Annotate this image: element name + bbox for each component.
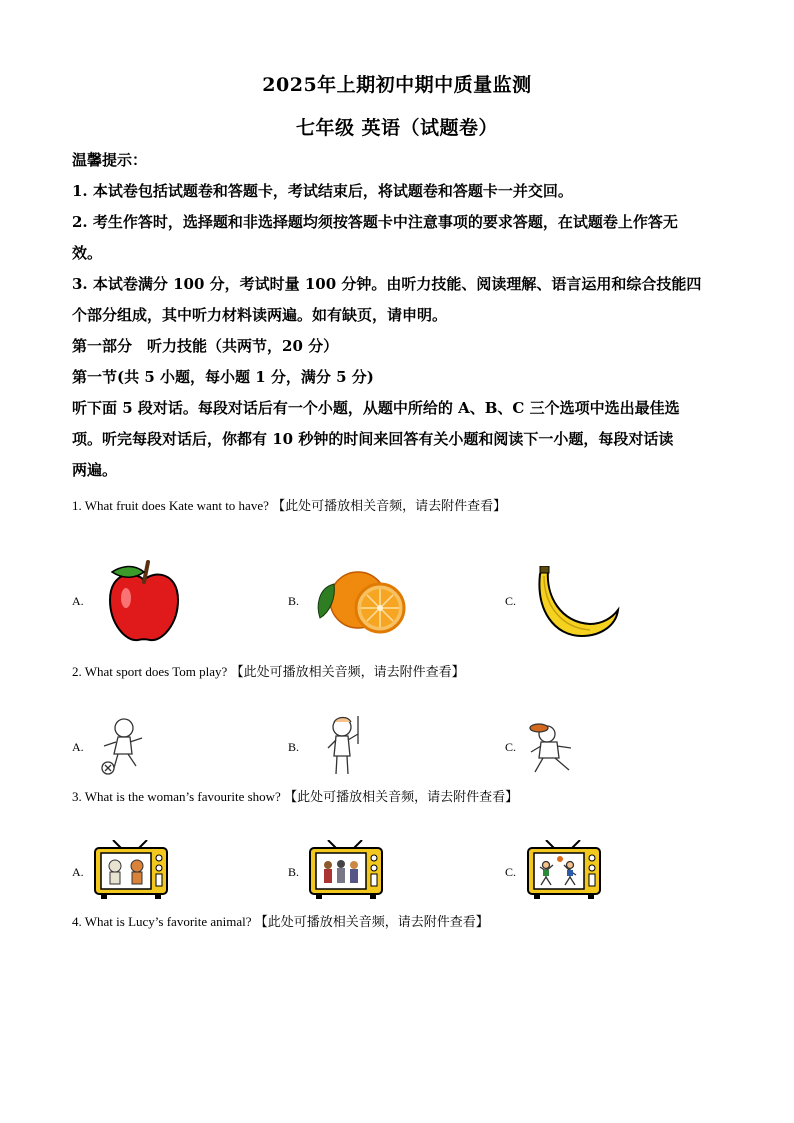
question-2 (72, 661, 752, 680)
question-3-audio-note[interactable]: 【此处可播放相关音频，请去附件查看】 (284, 790, 519, 805)
rugby-boy-icon[interactable] (525, 722, 581, 776)
notice-item-3-line2: 个部分组成，其中听力材料读两遍。如有缺页，请申明。 (72, 306, 448, 324)
notice-heading: 温馨提示： (72, 151, 148, 169)
tv-talkshow-icon[interactable] (308, 840, 384, 900)
q2-option-b-label[interactable]: B. (288, 740, 300, 754)
q3-option-c-label[interactable]: C. (505, 865, 517, 879)
q1-option-c-label[interactable]: C. (505, 594, 517, 608)
question-1-text: 1. What fruit does Kate want to have? (72, 498, 269, 513)
notice-item-3-line1: 3. 本试卷满分 100 分，考试时量 100 分钟。由听力技能、阅读理解、语言运用和综合技能四 (72, 275, 702, 293)
soccer-boy-icon[interactable] (98, 716, 148, 776)
banana-icon[interactable] (530, 566, 622, 638)
notice-item-1: 1. 本试卷包括试题卷和答题卡，考试结束后，将试题卷和答题卡一并交回。 (72, 182, 573, 200)
instruction-line1: 听下面 5 段对话。每段对话后有一个小题，从题中所给的 A、B、C 三个选项中选出最佳选 (72, 399, 680, 417)
q3-option-b-label[interactable]: B. (288, 865, 300, 879)
question-4-audio-note[interactable]: 【此处可播放相关音频，请去附件查看】 (254, 915, 489, 930)
tv-cartoon-icon[interactable] (93, 840, 169, 900)
instruction-line2: 项。听完每段对话后，你都有 10 秒钟的时间来回答有关小题和阅读下一小题，每段对话读 (72, 430, 674, 448)
subsection-heading: 第一节(共 5 小题，每小题 1 分，满分 5 分) (72, 368, 374, 386)
tv-sports-icon[interactable] (526, 840, 602, 900)
part-heading: 第一部分 听力技能（共两节，20 分） (72, 337, 339, 355)
question-1-audio-note[interactable]: 【此处可播放相关音频，请去附件查看】 (272, 499, 507, 514)
q1-option-a-label[interactable]: A. (72, 594, 84, 608)
question-2-text: 2. What sport does Tom play? (72, 664, 228, 679)
instruction-line3: 两遍。 (72, 461, 118, 479)
exam-subtitle: 七年级 英语（试题卷） (295, 117, 499, 139)
q2-option-c-label[interactable]: C. (505, 740, 517, 754)
question-3-text: 3. What is the woman’s favourite show? (72, 789, 281, 804)
orange-icon[interactable] (314, 566, 410, 634)
exam-title: 2025年上期初中期中质量监测 (262, 74, 532, 96)
apple-icon[interactable] (104, 558, 184, 644)
notice-item-2-line2: 效。 (72, 244, 103, 262)
q1-option-b-label[interactable]: B. (288, 594, 300, 608)
question-4-text: 4. What is Lucy’s favorite animal? (72, 914, 252, 929)
question-3 (72, 786, 752, 805)
question-2-audio-note[interactable]: 【此处可播放相关音频，请去附件查看】 (230, 665, 465, 680)
q3-option-a-label[interactable]: A. (72, 865, 84, 879)
question-1 (72, 495, 752, 514)
q2-option-a-label[interactable]: A. (72, 740, 84, 754)
question-4 (72, 911, 752, 930)
notice-item-2-line1: 2. 考生作答时，选择题和非选择题均须按答题卡中注意事项的要求答题，在试题卷上作答无 (72, 213, 678, 231)
baseball-boy-icon[interactable] (320, 714, 366, 778)
